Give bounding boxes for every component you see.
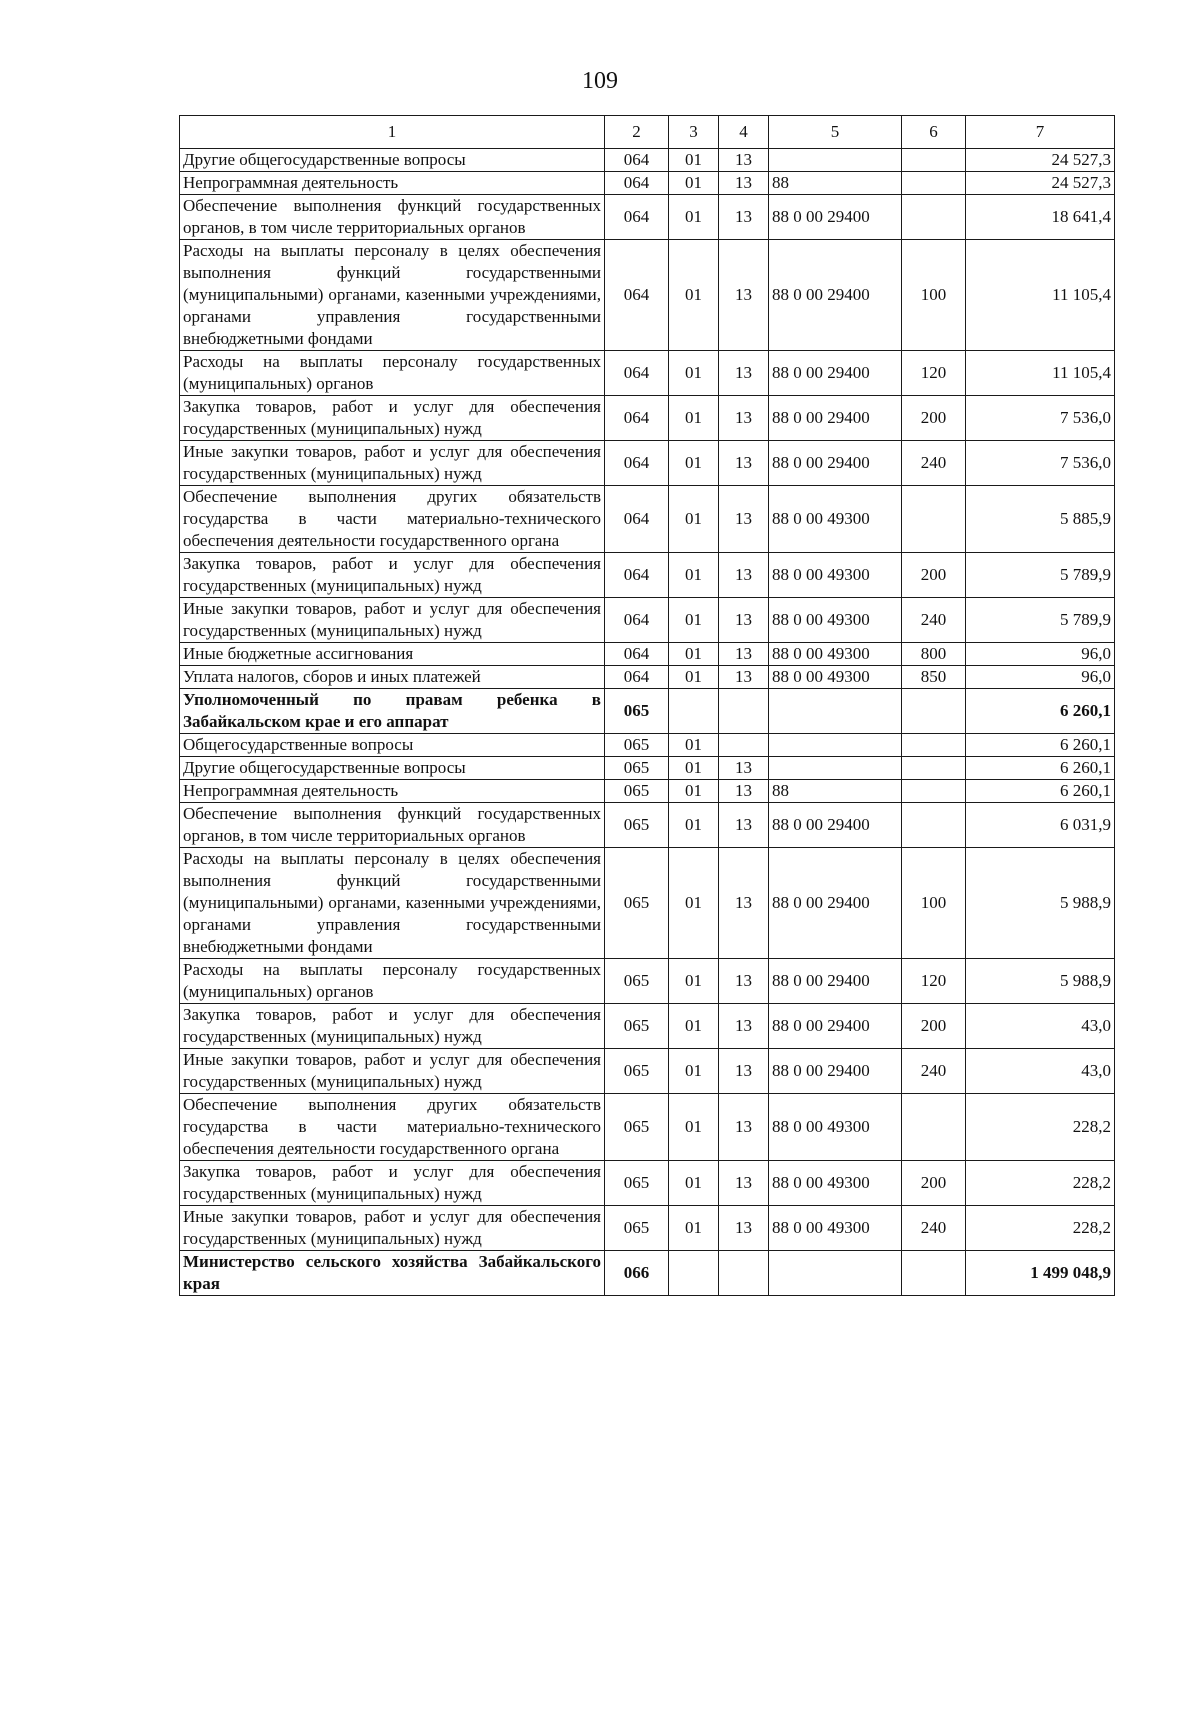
- row-description-cell: Расходы на выплаты персоналу в целях обеспечения выполнения функций государственными (муниципальными) органами, казенными учреждениями, органами управления государственными внебюджетными фондами: [180, 848, 605, 959]
- department-code-cell: 064: [605, 240, 669, 351]
- subsection-code-cell: [719, 689, 769, 734]
- section-code-cell: 01: [669, 848, 719, 959]
- target-item-code-cell: 88 0 00 49300: [769, 1206, 902, 1251]
- department-code-cell: 065: [605, 1049, 669, 1094]
- table-row: [180, 351, 1115, 396]
- table-row: [180, 553, 1115, 598]
- section-code-cell: [669, 1251, 719, 1296]
- section-code-cell: 01: [669, 666, 719, 689]
- expense-type-code-cell: 240: [902, 441, 966, 486]
- subsection-code-cell: 13: [719, 1206, 769, 1251]
- row-description-cell: Иные закупки товаров, работ и услуг для обеспечения государственных (муниципальных) нужд: [180, 1049, 605, 1094]
- department-code-cell: 065: [605, 1161, 669, 1206]
- amount-cell: 24 527,3: [966, 149, 1115, 172]
- subsection-code-cell: 13: [719, 486, 769, 553]
- target-item-code-cell: 88 0 00 49300: [769, 598, 902, 643]
- column-header: 4: [719, 116, 769, 149]
- section-code-cell: 01: [669, 1049, 719, 1094]
- row-description-cell: Закупка товаров, работ и услуг для обеспечения государственных (муниципальных) нужд: [180, 1161, 605, 1206]
- table-row: [180, 598, 1115, 643]
- table-row: [180, 780, 1115, 803]
- section-code-cell: 01: [669, 1094, 719, 1161]
- section-code-cell: 01: [669, 396, 719, 441]
- subsection-code-cell: 13: [719, 240, 769, 351]
- subsection-code-cell: 13: [719, 351, 769, 396]
- amount-cell: 7 536,0: [966, 396, 1115, 441]
- section-code-cell: 01: [669, 486, 719, 553]
- amount-cell: 1 499 048,9: [966, 1251, 1115, 1296]
- department-code-cell: 064: [605, 172, 669, 195]
- table-row: [180, 1094, 1115, 1161]
- department-code-cell: 064: [605, 666, 669, 689]
- subsection-code-cell: 13: [719, 959, 769, 1004]
- table-row: [180, 803, 1115, 848]
- table-row: [180, 1251, 1115, 1296]
- amount-cell: 18 641,4: [966, 195, 1115, 240]
- row-description-cell: Обеспечение выполнения других обязательств государства в части материально-технического обеспечения деятельности государственного органа: [180, 1094, 605, 1161]
- table-row: [180, 149, 1115, 172]
- amount-cell: 96,0: [966, 666, 1115, 689]
- subsection-code-cell: [719, 1251, 769, 1296]
- expense-type-code-cell: 100: [902, 848, 966, 959]
- subsection-code-cell: 13: [719, 396, 769, 441]
- target-item-code-cell: 88 0 00 49300: [769, 1094, 902, 1161]
- table-row: [180, 195, 1115, 240]
- expense-type-code-cell: 800: [902, 643, 966, 666]
- table-row: [180, 486, 1115, 553]
- department-code-cell: 064: [605, 149, 669, 172]
- table-row: [180, 240, 1115, 351]
- table-row: [180, 757, 1115, 780]
- column-header: 6: [902, 116, 966, 149]
- subsection-code-cell: 13: [719, 1094, 769, 1161]
- expense-type-code-cell: 240: [902, 1206, 966, 1251]
- amount-cell: 6 031,9: [966, 803, 1115, 848]
- department-code-cell: 065: [605, 689, 669, 734]
- row-description-cell: Обеспечение выполнения других обязательств государства в части материально-технического обеспечения деятельности государственного органа: [180, 486, 605, 553]
- amount-cell: 7 536,0: [966, 441, 1115, 486]
- department-code-cell: 065: [605, 959, 669, 1004]
- table-row: [180, 1206, 1115, 1251]
- expense-type-code-cell: 120: [902, 351, 966, 396]
- amount-cell: 43,0: [966, 1004, 1115, 1049]
- subsection-code-cell: 13: [719, 1049, 769, 1094]
- table-row: [180, 1161, 1115, 1206]
- amount-cell: 11 105,4: [966, 351, 1115, 396]
- amount-cell: 228,2: [966, 1206, 1115, 1251]
- section-code-cell: 01: [669, 195, 719, 240]
- row-description-cell: Другие общегосударственные вопросы: [180, 757, 605, 780]
- subsection-code-cell: 13: [719, 643, 769, 666]
- row-description-cell: Расходы на выплаты персоналу государственных (муниципальных) органов: [180, 351, 605, 396]
- department-code-cell: 064: [605, 643, 669, 666]
- expense-type-code-cell: 200: [902, 553, 966, 598]
- amount-cell: 6 260,1: [966, 689, 1115, 734]
- subsection-code-cell: 13: [719, 780, 769, 803]
- table-row: [180, 172, 1115, 195]
- row-description-cell: Закупка товаров, работ и услуг для обеспечения государственных (муниципальных) нужд: [180, 396, 605, 441]
- amount-cell: 228,2: [966, 1094, 1115, 1161]
- section-code-cell: 01: [669, 734, 719, 757]
- row-description-cell: Уполномоченный по правам ребенка в Забайкальском крае и его аппарат: [180, 689, 605, 734]
- expense-type-code-cell: [902, 734, 966, 757]
- target-item-code-cell: 88 0 00 49300: [769, 666, 902, 689]
- department-code-cell: 064: [605, 195, 669, 240]
- target-item-code-cell: 88 0 00 29400: [769, 1049, 902, 1094]
- target-item-code-cell: 88 0 00 29400: [769, 351, 902, 396]
- page-number: 109: [582, 68, 618, 94]
- target-item-code-cell: 88 0 00 29400: [769, 803, 902, 848]
- department-code-cell: 065: [605, 803, 669, 848]
- department-code-cell: 064: [605, 598, 669, 643]
- department-code-cell: 064: [605, 351, 669, 396]
- target-item-code-cell: 88 0 00 49300: [769, 643, 902, 666]
- section-code-cell: 01: [669, 643, 719, 666]
- table-row: [180, 396, 1115, 441]
- amount-cell: 5 789,9: [966, 553, 1115, 598]
- column-header: 3: [669, 116, 719, 149]
- department-code-cell: 066: [605, 1251, 669, 1296]
- department-code-cell: 064: [605, 486, 669, 553]
- expense-type-code-cell: [902, 1251, 966, 1296]
- row-description-cell: Непрограммная деятельность: [180, 780, 605, 803]
- row-description-cell: Иные закупки товаров, работ и услуг для обеспечения государственных (муниципальных) нужд: [180, 598, 605, 643]
- table-row: [180, 441, 1115, 486]
- expense-type-code-cell: [902, 780, 966, 803]
- amount-cell: 5 789,9: [966, 598, 1115, 643]
- expense-type-code-cell: [902, 803, 966, 848]
- row-description-cell: Закупка товаров, работ и услуг для обеспечения государственных (муниципальных) нужд: [180, 1004, 605, 1049]
- target-item-code-cell: 88: [769, 780, 902, 803]
- department-code-cell: 064: [605, 441, 669, 486]
- table-row: [180, 666, 1115, 689]
- row-description-cell: Другие общегосударственные вопросы: [180, 149, 605, 172]
- section-code-cell: 01: [669, 1206, 719, 1251]
- subsection-code-cell: 13: [719, 195, 769, 240]
- expense-type-code-cell: [902, 149, 966, 172]
- target-item-code-cell: [769, 734, 902, 757]
- column-header: 2: [605, 116, 669, 149]
- section-code-cell: 01: [669, 598, 719, 643]
- expense-type-code-cell: 240: [902, 598, 966, 643]
- amount-cell: 6 260,1: [966, 780, 1115, 803]
- target-item-code-cell: 88 0 00 29400: [769, 848, 902, 959]
- expense-type-code-cell: [902, 195, 966, 240]
- budget-table: [179, 115, 1115, 1296]
- subsection-code-cell: [719, 734, 769, 757]
- section-code-cell: 01: [669, 803, 719, 848]
- row-description-cell: Иные бюджетные ассигнования: [180, 643, 605, 666]
- expense-type-code-cell: 100: [902, 240, 966, 351]
- row-description-cell: Иные закупки товаров, работ и услуг для обеспечения государственных (муниципальных) нужд: [180, 441, 605, 486]
- table-header-row: [180, 116, 1115, 149]
- expense-type-code-cell: [902, 757, 966, 780]
- expense-type-code-cell: [902, 486, 966, 553]
- subsection-code-cell: 13: [719, 1161, 769, 1206]
- table-row: [180, 689, 1115, 734]
- section-code-cell: 01: [669, 780, 719, 803]
- row-description-cell: Иные закупки товаров, работ и услуг для обеспечения государственных (муниципальных) нужд: [180, 1206, 605, 1251]
- row-description-cell: Расходы на выплаты персоналу в целях обеспечения выполнения функций государственными (муниципальными) органами, казенными учреждениями, органами управления государственными внебюджетными фондами: [180, 240, 605, 351]
- target-item-code-cell: 88 0 00 49300: [769, 1161, 902, 1206]
- row-description-cell: Непрограммная деятельность: [180, 172, 605, 195]
- subsection-code-cell: 13: [719, 598, 769, 643]
- subsection-code-cell: 13: [719, 441, 769, 486]
- target-item-code-cell: 88: [769, 172, 902, 195]
- department-code-cell: 065: [605, 1004, 669, 1049]
- amount-cell: 96,0: [966, 643, 1115, 666]
- amount-cell: 6 260,1: [966, 734, 1115, 757]
- amount-cell: 5 988,9: [966, 959, 1115, 1004]
- subsection-code-cell: 13: [719, 553, 769, 598]
- table-row: [180, 1049, 1115, 1094]
- section-code-cell: 01: [669, 351, 719, 396]
- expense-type-code-cell: 200: [902, 1161, 966, 1206]
- section-code-cell: 01: [669, 757, 719, 780]
- column-header: 5: [769, 116, 902, 149]
- amount-cell: 11 105,4: [966, 240, 1115, 351]
- section-code-cell: [669, 689, 719, 734]
- expense-type-code-cell: 200: [902, 396, 966, 441]
- table-row: [180, 959, 1115, 1004]
- expense-type-code-cell: 120: [902, 959, 966, 1004]
- subsection-code-cell: 13: [719, 666, 769, 689]
- expense-type-code-cell: [902, 1094, 966, 1161]
- subsection-code-cell: 13: [719, 803, 769, 848]
- column-header: 7: [966, 116, 1115, 149]
- subsection-code-cell: 13: [719, 848, 769, 959]
- department-code-cell: 065: [605, 1094, 669, 1161]
- section-code-cell: 01: [669, 441, 719, 486]
- table-row: [180, 734, 1115, 757]
- target-item-code-cell: 88 0 00 29400: [769, 441, 902, 486]
- target-item-code-cell: 88 0 00 29400: [769, 1004, 902, 1049]
- row-description-cell: Уплата налогов, сборов и иных платежей: [180, 666, 605, 689]
- subsection-code-cell: 13: [719, 1004, 769, 1049]
- amount-cell: 24 527,3: [966, 172, 1115, 195]
- amount-cell: 5 885,9: [966, 486, 1115, 553]
- department-code-cell: 064: [605, 396, 669, 441]
- target-item-code-cell: [769, 1251, 902, 1296]
- section-code-cell: 01: [669, 240, 719, 351]
- target-item-code-cell: 88 0 00 29400: [769, 195, 902, 240]
- table-row: [180, 848, 1115, 959]
- expense-type-code-cell: [902, 172, 966, 195]
- expense-type-code-cell: 200: [902, 1004, 966, 1049]
- expense-type-code-cell: 240: [902, 1049, 966, 1094]
- department-code-cell: 065: [605, 734, 669, 757]
- target-item-code-cell: 88 0 00 49300: [769, 553, 902, 598]
- department-code-cell: 065: [605, 848, 669, 959]
- subsection-code-cell: 13: [719, 172, 769, 195]
- amount-cell: 6 260,1: [966, 757, 1115, 780]
- department-code-cell: 065: [605, 780, 669, 803]
- table-row: [180, 1004, 1115, 1049]
- row-description-cell: Расходы на выплаты персоналу государственных (муниципальных) органов: [180, 959, 605, 1004]
- subsection-code-cell: 13: [719, 149, 769, 172]
- section-code-cell: 01: [669, 172, 719, 195]
- amount-cell: 43,0: [966, 1049, 1115, 1094]
- row-description-cell: Закупка товаров, работ и услуг для обеспечения государственных (муниципальных) нужд: [180, 553, 605, 598]
- row-description-cell: Общегосударственные вопросы: [180, 734, 605, 757]
- amount-cell: 5 988,9: [966, 848, 1115, 959]
- target-item-code-cell: 88 0 00 29400: [769, 396, 902, 441]
- target-item-code-cell: 88 0 00 29400: [769, 959, 902, 1004]
- column-header: 1: [180, 116, 605, 149]
- target-item-code-cell: [769, 757, 902, 780]
- row-description-cell: Обеспечение выполнения функций государственных органов, в том числе территориальных органов: [180, 195, 605, 240]
- department-code-cell: 065: [605, 757, 669, 780]
- section-code-cell: 01: [669, 959, 719, 1004]
- target-item-code-cell: 88 0 00 29400: [769, 240, 902, 351]
- expense-type-code-cell: [902, 689, 966, 734]
- department-code-cell: 064: [605, 553, 669, 598]
- subsection-code-cell: 13: [719, 757, 769, 780]
- department-code-cell: 065: [605, 1206, 669, 1251]
- section-code-cell: 01: [669, 553, 719, 598]
- table-row: [180, 643, 1115, 666]
- row-description-cell: Министерство сельского хозяйства Забайкальского края: [180, 1251, 605, 1296]
- section-code-cell: 01: [669, 1004, 719, 1049]
- amount-cell: 228,2: [966, 1161, 1115, 1206]
- target-item-code-cell: 88 0 00 49300: [769, 486, 902, 553]
- section-code-cell: 01: [669, 149, 719, 172]
- expense-type-code-cell: 850: [902, 666, 966, 689]
- row-description-cell: Обеспечение выполнения функций государственных органов, в том числе территориальных органов: [180, 803, 605, 848]
- section-code-cell: 01: [669, 1161, 719, 1206]
- target-item-code-cell: [769, 689, 902, 734]
- target-item-code-cell: [769, 149, 902, 172]
